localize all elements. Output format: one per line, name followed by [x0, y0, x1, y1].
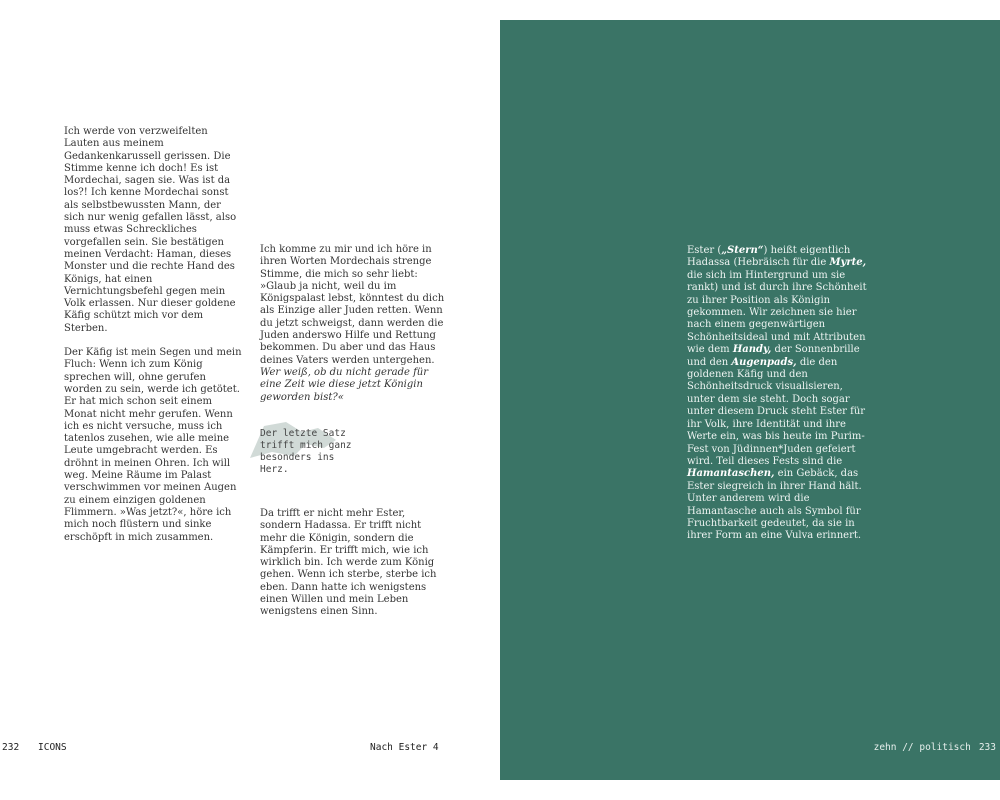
running-title: Nach Ester 4	[370, 742, 439, 753]
caption-text: Ester (	[687, 245, 722, 256]
page-number-left: 232	[2, 742, 20, 753]
text-column-3	[260, 508, 446, 631]
caption-highlight: Hamantaschen,	[687, 468, 775, 480]
text-column-1	[64, 126, 244, 556]
paragraph: Ich werde von verzweifelten Lauten aus meinem Gedankenkarussell gerissen. Die Stimme kenne ich doch! Es ist Mordechai, sagen sie. Was ist da los?! Ich kenne Mordechai sonst als selbstbewussten Mann, der sich nur wenig gefallen lässt, also muss etwas Schreckliches vorgefallen sein. Sie bestätigen meinen Verdacht: Haman, dieses Monster und die rechte Hand des Königs, hat einen Vernichtungsbefehl gegen mein Volk erlassen. Nur dieser goldene Käfig schützt mich vor dem Sterben.	[64, 126, 237, 334]
footer-right	[866, 742, 996, 753]
paragraph: Da trifft er nicht mehr Ester, sondern Hadassa. Er trifft nicht mehr die Königin, sondern die Kämpferin. Er trifft mich, wie ich wirklich bin. Ich werde zum König gehen. Wenn ich sterbe, sterbe ich eben. Dann hatte ich wenigstens einen Willen und mein Leben wenigstens einen Sinn.	[260, 508, 437, 618]
paragraph: Der Käfig ist mein Segen und mein Fluch: Wenn ich zum König sprechen will, ohne gerufen worden zu sein, werde ich getötet. Er hat mich schon seit einem Monat nicht mehr gerufen. Wenn ich es nicht versuche, muss ich tatenlos zusehen, wie alle meine Leute umgebracht werden. Es dröhnt in meinen Ohren. Ich will weg. Meine Räume im Palast verschwimmen vor meinen Augen zu einem einzigen goldenen Flimmern. »Was jetzt?«, höre ich mich noch flüstern und sinke erschöpft in mich zusammen.	[64, 347, 242, 543]
page-number-right: 233	[978, 742, 996, 753]
quote-text: Ich komme zu mir und ich höre in ihren Worten Mordechais strenge Stimme, die mich so sehr liebt: »Glaub ja nicht, weil du im Königspalast lebst, könntest du dich als Einzige aller Juden retten. Wenn du jetzt schweigst, dann werden die Juden anderswo Hilfe und Rettung bekommen. Du aber und das Haus deines Vaters werden untergehen.	[260, 244, 445, 366]
caption-highlight: „Stern“	[721, 245, 764, 256]
caption-text: die den goldenen Käfig und den Schönheitsdruck visualisieren, unter dem sie steht. Doch sogar unter diesem Druck steht Ester für ihr Volk, ihre Identität und ihre Werte ein, was bis heute im Purim-Fest von Jüdinnen*Juden gefeiert wird. Teil dieses Fests sind die	[687, 356, 866, 467]
handwritten-note: Der letzte Satz trifft mich ganz besonders ins Herz.	[260, 428, 352, 475]
text-column-2	[260, 244, 446, 416]
quote-italic: Wer weiß, ob du nicht gerade für eine Zeit wie diese jetzt Königin geworden bist?«	[260, 366, 429, 403]
caption-text: die sich im Hintergrund um sie rankt) und ist durch ihre Schönheit zu ihrer Position als Königin gekommen. Wir zeichnen sie hier nach einem gegenwärtigen Schönheitsideal und mit Attributen wie dem	[687, 269, 867, 356]
caption-text: ) heißt eigentlich Hadassa (Hebräisch für die	[687, 245, 851, 269]
caption-highlight: Handy,	[732, 344, 772, 356]
caption-highlight: Myrte,	[829, 257, 867, 269]
section-label-left: ICONS	[38, 742, 67, 753]
caption-highlight: Augenpads,	[731, 356, 797, 368]
caption-text: ein Gebäck, das Ester siegreich in ihrer Hand hält. Unter anderem wird die Hamantasche auch als Symbol für Fruchtbarkeit gedeutet, da sie in ihrer Form an eine Vulva erinnert.	[687, 468, 862, 542]
image-caption	[687, 245, 869, 543]
caption-text: der Sonnenbrille und den	[687, 344, 860, 368]
section-label-right: zehn // politisch	[873, 742, 971, 753]
quote-paragraph	[260, 244, 446, 404]
